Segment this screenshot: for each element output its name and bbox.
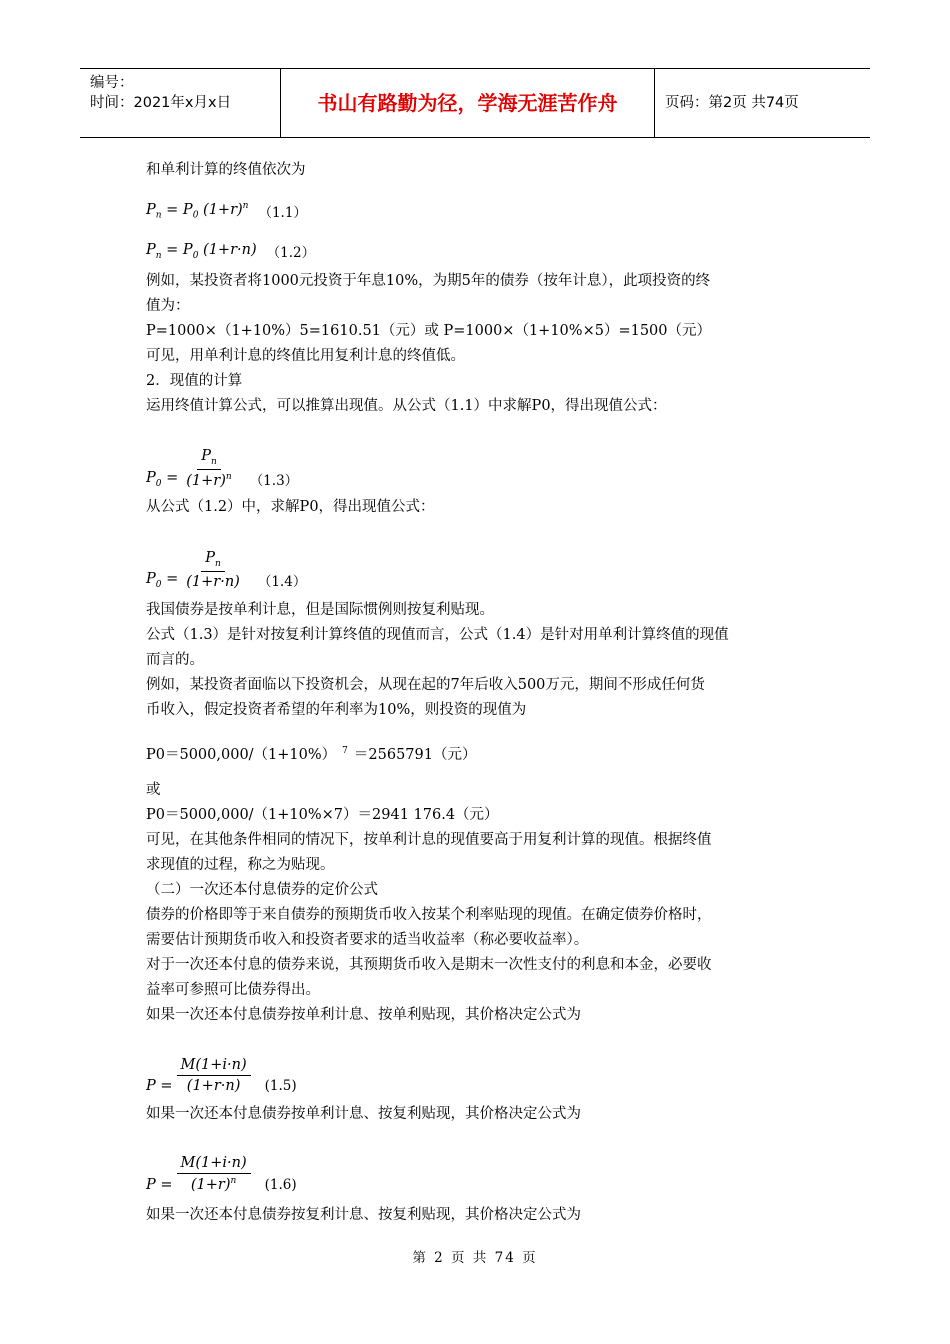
paragraph: 或 <box>146 781 161 798</box>
paragraph: 公式（1.3）是针对按复利计算终值的现值而言，公式（1.4）是针对用单利计算终值的现值 <box>146 627 729 643</box>
section-heading: 2．现值的计算 <box>146 373 243 389</box>
paragraph: 益率可参照可比债券得出。 <box>146 981 320 998</box>
formula-label: (1.6) <box>264 1176 297 1193</box>
paragraph: 对于一次还本付息的债券来说，其预期货币收入是期末一次性支付的利息和本金，必要收 <box>146 956 712 973</box>
formula-label: （1.3） <box>249 473 299 489</box>
paragraph: P=1000×（1+10%）5=1610.51（元）或 P=1000×（1+10%×5）=1500（元） <box>146 323 711 339</box>
text: ＝2565791（元） <box>353 746 477 763</box>
formula-1-4: $P_0$ = $\frac{P_n}{(1+r\cdot n)}$ （1.4） <box>146 550 307 590</box>
formula-label: (1.5) <box>264 1077 297 1094</box>
paragraph: 如果一次还本付息债券按单利计息、按复利贴现，其价格决定公式为 <box>146 1105 581 1122</box>
paragraph: P0＝5000,000/（1+10%×7）＝2941 176.4（元） <box>146 806 499 823</box>
formula-1-3: $P_0$ = $\frac{P_n}{(1+r)^n}$ （1.3） <box>146 448 299 489</box>
formula-1-1: $P_n = P_0$ $(1+r)^n$ （1.1） <box>146 201 307 221</box>
paragraph: 而言的。 <box>146 652 204 668</box>
paragraph: 值为： <box>146 298 190 314</box>
paragraph: 币收入，假定投资者希望的年利率为10%，则投资的现值为 <box>146 702 527 718</box>
header-page-info: 页码：第2页 共74页 <box>665 95 799 111</box>
document-body <box>146 158 816 1228</box>
paragraph <box>146 739 816 768</box>
paragraph: 运用终值计算公式，可以推算出现值。从公式（1.1）中求解P0，得出现值公式： <box>146 398 667 414</box>
formula-1-6: P = $\frac{M(1+i\cdot n)}{(1+r)^n}$ (1.6) <box>146 1155 297 1193</box>
time-label: 时间：2021年x月x日 <box>90 95 232 111</box>
text: P0＝5000,000/（1+10%） <box>146 746 337 763</box>
formula-label: （1.2） <box>266 245 316 261</box>
document-header <box>80 68 870 138</box>
paragraph: 可见，用单利计息的终值比用复利计息的终值低。 <box>146 348 465 364</box>
paragraph: 债券的价格即等于来自债券的预期货币收入按某个利率贴现的现值。在确定债券价格时， <box>146 906 712 923</box>
paragraph: 例如，某投资者面临以下投资机会，从现在起的7年后收入500万元，期间不形成任何货 <box>146 677 705 693</box>
paragraph: 我国债券是按单利计息，但是国际惯例则按复利贴现。 <box>146 602 494 618</box>
formula-1-2: $P_n = P_0$ (1+r·n) （1.2） <box>146 242 316 261</box>
paragraph: 求现值的过程，称之为贴现。 <box>146 856 335 873</box>
paragraph: 如果一次还本付息债券按单利计息、按单利贴现，其价格决定公式为 <box>146 1006 581 1023</box>
header-motto: 书山有路勤为径，学海无涯苦作舟 <box>280 69 655 137</box>
code-label: 编号： <box>90 75 134 91</box>
page-footer: 第 2 页 共 74 页 <box>412 1250 538 1266</box>
formula-1-5: P = $\frac{M(1+i\cdot n)}{(1+r\cdot n)}$ (1.5) <box>146 1056 297 1094</box>
paragraph: 从公式（1.2）中，求解P0，得出现值公式： <box>146 499 435 515</box>
paragraph: 可见，在其他条件相同的情况下，按单利计息的现值要高于用复利计算的现值。根据终值 <box>146 831 712 848</box>
formula-label: （1.4） <box>257 574 307 590</box>
paragraph: 需要估计预期货币收入和投资者要求的适当收益率（称必要收益率）。 <box>146 931 589 948</box>
paragraph: 例如，某投资者将1000元投资于年息10%，为期5年的债券（按年计息），此项投资的终 <box>146 273 711 289</box>
paragraph: 和单利计算的终值依次为 <box>146 162 306 178</box>
paragraph: 如果一次还本付息债券按复利计息、按复利贴现，其价格决定公式为 <box>146 1206 581 1223</box>
exponent: 7 <box>342 746 348 756</box>
header-meta <box>80 69 280 137</box>
section-heading: （二）一次还本付息债券的定价公式 <box>146 881 378 898</box>
formula-label: （1.1） <box>258 205 307 221</box>
